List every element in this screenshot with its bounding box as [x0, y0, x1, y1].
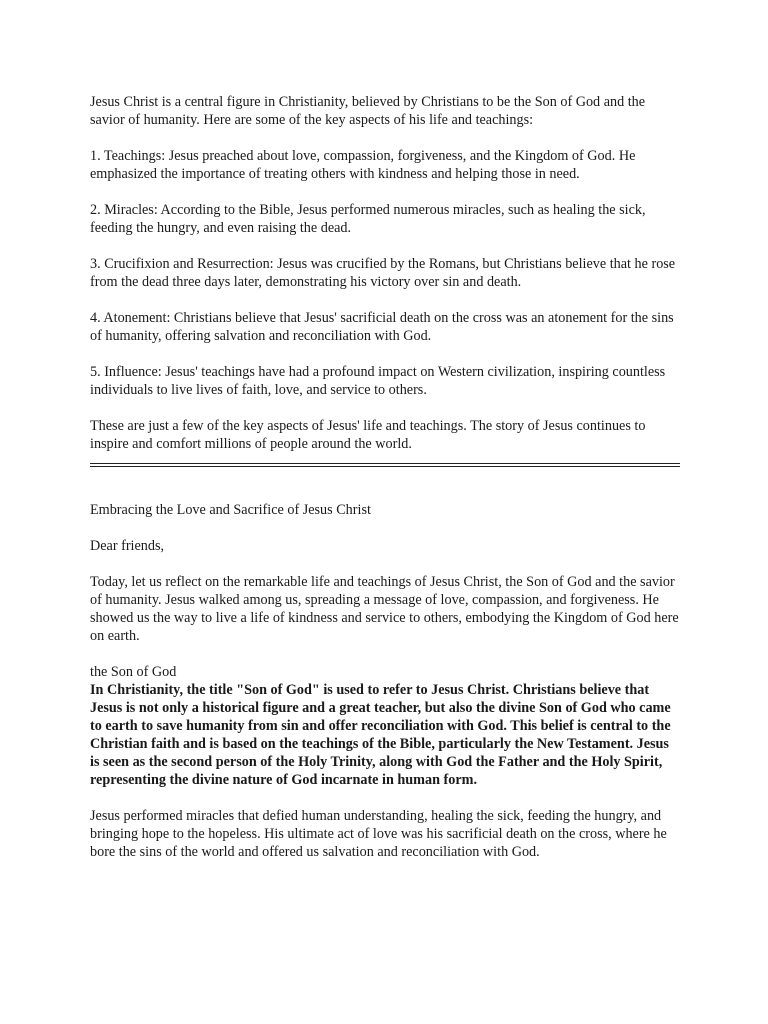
closing-paragraph: These are just a few of the key aspects of Jesus' life and teachings. The story of Jesus continues to inspire and comfort millions of people around the world.	[90, 418, 646, 452]
sermon-title: Embracing the Love and Sacrifice of Jesus Christ	[90, 502, 371, 518]
miracles-paragraph: Jesus performed miracles that defied human understanding, healing the sick, feeding the hungry, and bringing hope to the hopeless. His ultimate act of love was his sacrificial death on the cross, where he bore the sins of the world and offered us salvation and reconciliation with God.	[90, 808, 667, 860]
point-crucifixion: 3. Crucifixion and Resurrection: Jesus was crucified by the Romans, but Christians believe that he rose from the dead three days later, demonstrating his victory over sin and death.	[90, 256, 676, 290]
point-atonement: 4. Atonement: Christians believe that Jesus' sacrificial death on the cross was an atonement for the sins of humanity, offering salvation and reconciliation with God.	[90, 310, 674, 344]
point-influence: 5. Influence: Jesus' teachings have had a profound impact on Western civilization, inspiring countless individuals to live lives of faith, love, and service to others.	[90, 364, 666, 398]
document-page	[90, 93, 680, 879]
intro-paragraph: Jesus Christ is a central figure in Christianity, believed by Christians to be the Son of God and the savior of humanity. Here are some of the key aspects of his life and teachings:	[90, 94, 646, 128]
son-of-god-paragraph: In Christianity, the title "Son of God" is used to refer to Jesus Christ. Christians believe that Jesus is not only a historical figure and a great teacher, but also the divine Son of God who came to earth to save humanity from sin and offer reconciliation with God. This belief is central to the Christian faith and is based on the teachings of the Bible, particularly the New Testament. Jesus is seen as the second person of the Holy Trinity, along with God the Father and the Holy Spirit, representing the divine nature of God incarnate in human form.	[90, 682, 671, 788]
greeting: Dear friends,	[90, 538, 165, 554]
subheading-son-of-god: the Son of God	[90, 664, 177, 680]
point-teachings: 1. Teachings: Jesus preached about love, compassion, forgiveness, and the Kingdom of God. He emphasized the importance of treating others with kindness and helping those in need.	[90, 148, 636, 182]
point-miracles: 2. Miracles: According to the Bible, Jesus performed numerous miracles, such as healing the sick, feeding the hungry, and even raising the dead.	[90, 202, 646, 236]
double-rule-divider	[90, 463, 680, 467]
reflection-paragraph: Today, let us reflect on the remarkable life and teachings of Jesus Christ, the Son of God and the savior of humanity. Jesus walked among us, spreading a message of love, compassion, and forgiveness. He showed us the way to live a life of kindness and service to others, embodying the Kingdom of God here on earth.	[90, 574, 679, 644]
